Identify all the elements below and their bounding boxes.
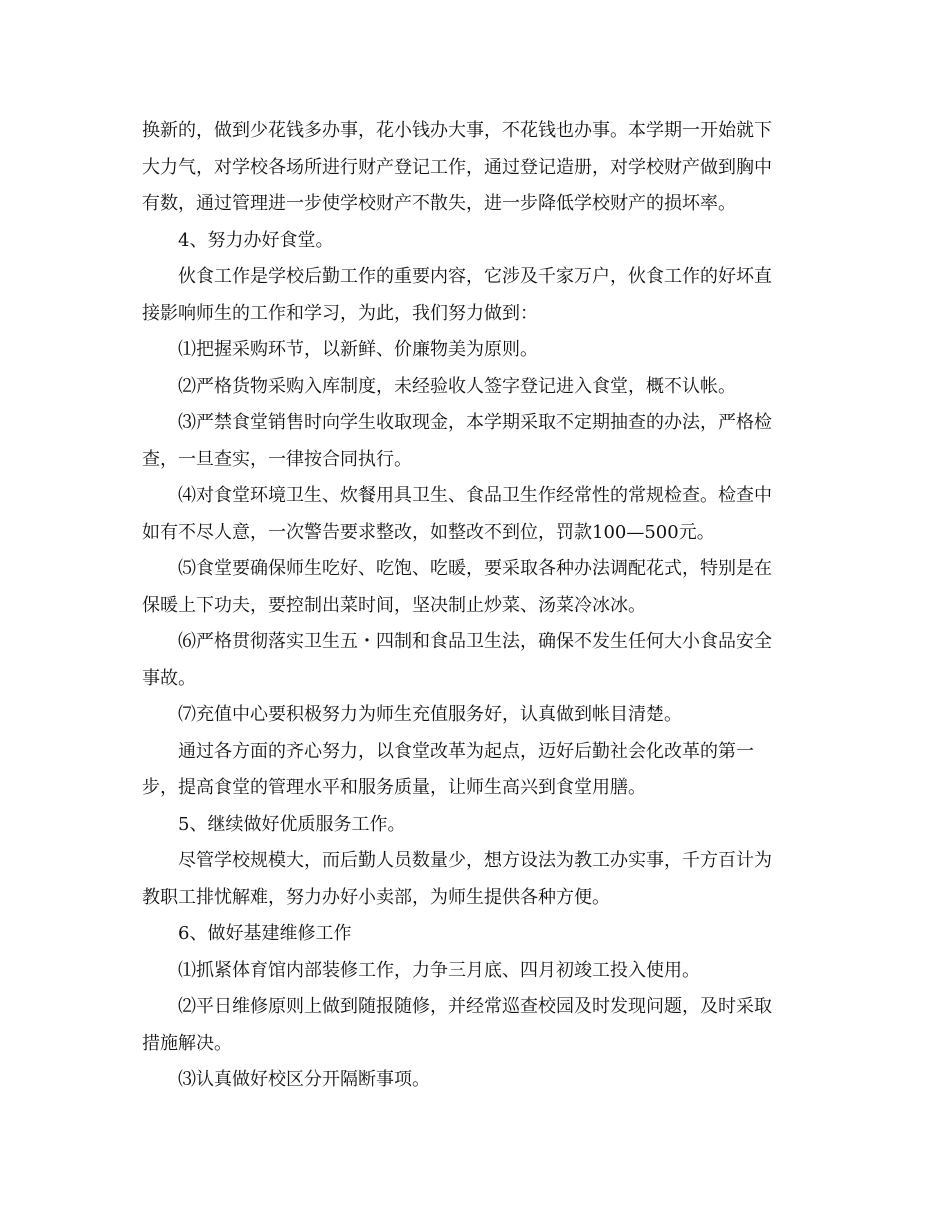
list-item-text: ⑵严格货物采购入库制度，未经验收人签字登记进入食堂，概不认帐。 (178, 375, 736, 397)
paragraph-line: 尽管学校规模大，而后勤人员数量少，想方设法为教工办实事，千方百计为 (178, 850, 772, 871)
list-item-1 (142, 332, 802, 369)
section-heading-4 (142, 223, 802, 260)
paragraph-1 (142, 113, 802, 223)
paragraph-line: 换新的，做到少花钱多办事，花小钱办大事，不花钱也办事。本学期一开始就下 (142, 120, 772, 141)
list-item-10 (142, 1062, 802, 1099)
list-item-9 (142, 989, 802, 1062)
list-item-text: ⑴抓紧体育馆内部装修工作，力争三月底、四月初竣工投入使用。 (178, 959, 700, 981)
list-item-5 (142, 551, 802, 624)
list-item-3 (142, 405, 802, 478)
list-item-2 (142, 369, 802, 406)
heading-text: 4、努力办好食堂。 (178, 229, 334, 251)
paragraph-line: 接影响师生的工作和学习，为此，我们努力做到： (142, 302, 538, 324)
paragraph-line: 有数，通过管理进一步使学校财产不散失，进一步降低学校财产的损坏率。 (142, 193, 736, 214)
list-item-text: ⑴把握采购环节，以新鲜、价廉物美为原则。 (178, 339, 538, 360)
section-heading-6 (142, 916, 802, 953)
paragraph-summary (142, 734, 802, 807)
list-item-text: ⑶严禁食堂销售时向学生收取现金，本学期采取不定期抽查的办法，严格检 (178, 412, 772, 433)
list-item-text: ⑹严格贯彻落实卫生五・四制和食品卫生法，确保不发生任何大小食品安全 (178, 631, 772, 652)
paragraph-line: 步，提高食堂的管理水平和服务质量，让师生高兴到食堂用膳。 (142, 777, 646, 798)
list-item-text: 措施解决。 (142, 1032, 232, 1054)
list-item-text: ⑸食堂要确保师生吃好、吃饱、吃暖，要采取各种办法调配花式，特别是在 (178, 558, 772, 579)
paragraph-line: 教职工排忧解难，努力办好小卖部，为师生提供各种方便。 (142, 886, 610, 908)
paragraph-line: 大力气，对学校各场所进行财产登记工作，通过登记造册，对学校财产做到胸中 (142, 156, 772, 178)
document-body (142, 113, 802, 1099)
list-item-7 (142, 697, 802, 734)
paragraph-line: 通过各方面的齐心努力，以食堂改革为起点，迈好后勤社会化改革的第一 (178, 740, 754, 762)
list-item-text: 查，一旦查实，一律按合同执行。 (142, 448, 412, 470)
paragraph-line: 伙食工作是学校后勤工作的重要内容，它涉及千家万户，伙食工作的好坏直 (178, 266, 772, 287)
list-item-text: 事故。 (142, 667, 196, 689)
section-heading-5 (142, 807, 802, 844)
list-item-text: ⑵平日维修原则上做到随报随修，并经常巡查校园及时发现问题，及时采取 (178, 996, 772, 1017)
list-item-4 (142, 478, 802, 551)
list-item-6 (142, 624, 802, 697)
heading-text: 5、继续做好优质服务工作。 (178, 813, 406, 835)
list-item-text: ⑺充值中心要积极努力为师生充值服务好，认真做到帐目清楚。 (178, 704, 682, 725)
heading-text: 6、做好基建维修工作 (178, 923, 352, 944)
paragraph-service (142, 843, 802, 916)
list-item-text: ⑷对食堂环境卫生、炊餐用具卫生、食品卫生作经常性的常规检查。检查中 (178, 485, 772, 506)
list-item-text: 如有不尽人意，一次警告要求整改，如整改不到位，罚款100—500元。 (142, 521, 715, 543)
list-item-text: 保暖上下功夫，要控制出菜时间，坚决制止炒菜、汤菜冷冰冰。 (142, 594, 646, 616)
list-item-8 (142, 953, 802, 990)
list-item-text: ⑶认真做好校区分开隔断事项。 (178, 1069, 430, 1090)
paragraph-3 (142, 259, 802, 332)
